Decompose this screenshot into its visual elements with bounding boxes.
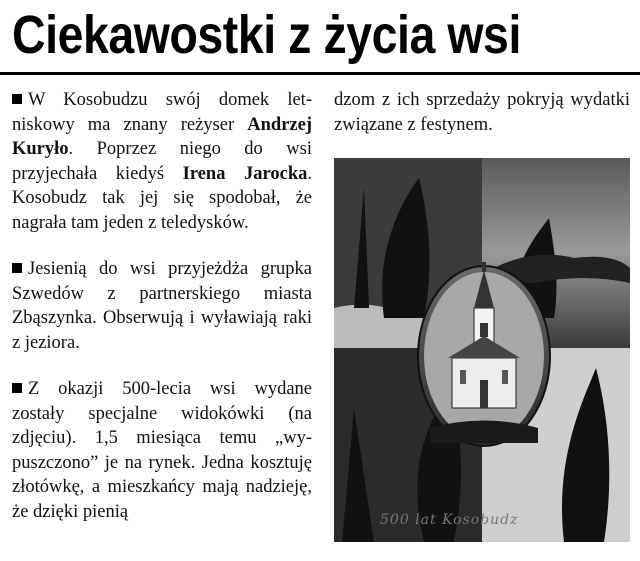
item-1-part-5: . Kosobudz tak jej się spodobał, że nagrała tam jeden z teledysków.: [12, 163, 312, 233]
postcard-caption: 500 lat Kosobudz: [380, 512, 519, 528]
continuation-text: dzom z ich sprzedaży pokryją wydatki związane z festynem.: [334, 90, 630, 135]
square-bullet-icon: [12, 94, 22, 104]
article-column-left: [12, 88, 312, 546]
news-item-3: [12, 377, 312, 524]
item-3-text: Z okazji 500-lecia wsi wydane zostały specjalne widokówki (na zdjęciu). 1,5 miesiąca temu „wypuszczono” je na rynek. Jedna kosztuję złotówkę, a mieszkańcy mają nadzieję, że dzięki pienią: [12, 379, 312, 522]
item-2-text: Jesienią do wsi przyjeżdża grupka Szwedów z partnerskiego miasta Zbąszynka. Obserwują i wyławiają raki z jeziora.: [12, 259, 312, 353]
postcard-photo: [334, 158, 630, 542]
news-item-2: [12, 257, 312, 355]
item-1-name-kurylo: Andrzej Kuryło: [12, 114, 312, 159]
headline-rule: [0, 72, 640, 75]
item-1-name-jarocka: Irena Jarocka: [182, 163, 308, 184]
item-1-part-3: . Poprzez niego do wsi przyjechała kiedyś: [12, 139, 312, 184]
headline: Ciekawostki z życia wsi: [12, 5, 521, 65]
item-1-part-1: W Kosobudzu swój domek letniskowy ma znany reżyser: [12, 90, 312, 135]
square-bullet-icon: [12, 263, 22, 273]
postcard-illustration: [334, 158, 630, 542]
article-column-right: [334, 88, 630, 159]
square-bullet-icon: [12, 383, 22, 393]
news-item-1: [12, 88, 312, 235]
